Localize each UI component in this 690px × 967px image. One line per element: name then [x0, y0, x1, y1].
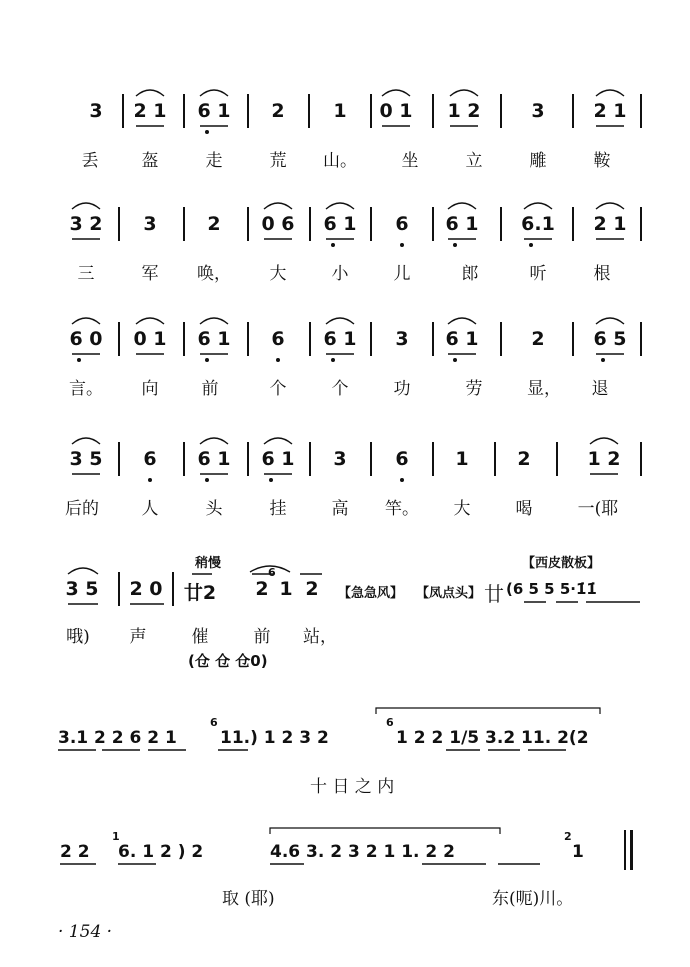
lyric: 头 — [205, 499, 223, 519]
barline — [247, 94, 249, 128]
note: 0 6 — [261, 213, 295, 235]
notes-line-6c: 1 2 2 1/5 3.2 11. 2(2 — [396, 728, 589, 748]
percussion-mark: 【凤点头】 — [416, 586, 482, 601]
phrase-bracket — [270, 828, 500, 834]
barline — [183, 322, 185, 356]
notes-line-7c: 4.6 3. 2 3 2 1 1. 2 2 — [270, 842, 456, 862]
lyric: 十 日 之 内 — [310, 777, 395, 797]
barline — [640, 442, 642, 476]
note: 2 — [305, 578, 319, 600]
note: 1 — [279, 578, 293, 600]
section-mark: 【西皮散板】 — [522, 556, 601, 571]
lyric: 三 — [77, 264, 95, 284]
note: 2 — [255, 578, 269, 600]
slur-mark — [200, 318, 228, 324]
percussion-mark: 【急急风】 — [338, 586, 404, 601]
note: 2 — [271, 100, 285, 122]
lyric: 声 — [129, 627, 147, 647]
barline — [370, 322, 372, 356]
slur-mark — [596, 90, 624, 96]
note: 6 — [143, 448, 157, 470]
slur-mark — [200, 438, 228, 444]
slur-mark — [264, 438, 292, 444]
notes-line-6b: 11.) 1 2 3 2 — [220, 728, 329, 748]
lyric: 立 — [465, 151, 483, 171]
barline — [247, 207, 249, 241]
octave-dot — [453, 358, 457, 362]
barline — [432, 207, 434, 241]
barline — [370, 207, 372, 241]
lyric: 一(耶 — [577, 499, 619, 519]
final-barline — [624, 830, 626, 870]
notes-tail: (6 5 5 5·1̇1̇ — [506, 580, 597, 598]
barline — [432, 322, 434, 356]
note: 2 — [517, 448, 531, 470]
note: 3 — [89, 100, 103, 122]
lyric: 雕 — [529, 151, 547, 171]
barline — [183, 94, 185, 128]
barline — [572, 94, 574, 128]
barline — [118, 572, 120, 606]
slur-mark — [596, 203, 624, 209]
lyric: 听 — [529, 264, 547, 284]
barline — [122, 94, 124, 128]
note: 6 1 — [445, 213, 479, 235]
octave-dot — [453, 243, 457, 247]
barline — [500, 207, 502, 241]
notes-line-7d: 1 — [572, 842, 584, 862]
lyric: 挂 — [269, 499, 287, 519]
note: 6 1 — [261, 448, 295, 470]
lyric: 荒 — [269, 151, 287, 171]
octave-dot — [148, 478, 152, 482]
lyric: 根 — [593, 264, 611, 284]
phrase-bracket — [376, 708, 600, 714]
note: 0 1 — [379, 100, 413, 122]
lyric: 唤， — [197, 264, 231, 284]
barline — [118, 207, 120, 241]
slur-mark — [200, 90, 228, 96]
barline — [118, 442, 120, 476]
note: 3 — [395, 328, 409, 350]
grace-note: 6 — [210, 716, 218, 729]
note: 3 5 — [69, 448, 103, 470]
note: 6 0 — [69, 328, 103, 350]
note: 6 — [395, 448, 409, 470]
lyric: 功 — [393, 379, 411, 399]
notes-line-6a: 3.1 2 2 6 2 1 — [58, 728, 177, 748]
lyric: 大 — [269, 264, 287, 284]
barline — [494, 442, 496, 476]
slur-mark — [326, 318, 354, 324]
note: 2 1 — [593, 100, 627, 122]
slur-mark — [524, 203, 552, 209]
barline — [500, 322, 502, 356]
note: 6 5 — [593, 328, 627, 350]
octave-dot — [205, 478, 209, 482]
final-barline — [630, 830, 633, 870]
lyric: 大 — [453, 499, 471, 519]
barline — [183, 207, 185, 241]
slur-mark — [590, 438, 618, 444]
lyric: 站， — [303, 627, 337, 647]
lyric: 前 — [201, 379, 219, 399]
lyric: 个 — [331, 379, 349, 399]
note: 6 1 — [445, 328, 479, 350]
free-meter-mark: 廿 — [484, 582, 504, 606]
octave-dot — [205, 130, 209, 134]
slur-mark — [136, 90, 164, 96]
octave-dot — [331, 243, 335, 247]
note: 3 — [333, 448, 347, 470]
note: 1 — [455, 448, 469, 470]
barline — [432, 442, 434, 476]
lyric: 催 — [191, 627, 209, 647]
note: 6 1 — [323, 328, 357, 350]
slur-mark — [448, 203, 476, 209]
lyric: 显， — [527, 379, 561, 399]
note: 廿2 — [183, 582, 217, 604]
lyric: 走 — [205, 151, 223, 171]
lyric: 哦) — [66, 627, 90, 647]
barline — [172, 572, 174, 606]
lyric: 高 — [331, 499, 349, 519]
note: 1 2 — [587, 448, 621, 470]
slur-mark — [264, 203, 292, 209]
octave-dot — [400, 243, 404, 247]
note: 1 2 — [447, 100, 481, 122]
slur-mark — [450, 90, 478, 96]
lyric: 郎 — [461, 264, 479, 284]
barline — [572, 322, 574, 356]
barline — [640, 322, 642, 356]
grace-note: 6 — [386, 716, 394, 729]
octave-dot — [269, 478, 273, 482]
lyric: 竿。 — [385, 499, 419, 519]
slur-mark — [68, 568, 98, 574]
note: 2 0 — [129, 578, 163, 600]
lyric: 军 — [141, 264, 159, 284]
barline — [247, 322, 249, 356]
note: 6 1 — [323, 213, 357, 235]
tempo-mark: 稍慢 — [195, 556, 222, 571]
note: 1 — [333, 100, 347, 122]
note: 2 1 — [133, 100, 167, 122]
note: 6.1 — [521, 213, 555, 235]
barline — [309, 207, 311, 241]
note: 6 1 — [197, 328, 231, 350]
note: 0 1 — [133, 328, 167, 350]
octave-dot — [529, 243, 533, 247]
note: 2 — [531, 328, 545, 350]
slur-mark — [72, 318, 100, 324]
lyric: 劳 — [465, 379, 483, 399]
grace-note: 1 — [112, 830, 120, 843]
note: 3 — [531, 100, 545, 122]
octave-dot — [77, 358, 81, 362]
note: 3 — [143, 213, 157, 235]
lyric: 丢 — [81, 151, 99, 171]
barline — [309, 322, 311, 356]
lyric: 坐 — [401, 151, 419, 171]
lyric: 儿 — [393, 264, 411, 284]
note: 6 1 — [197, 100, 231, 122]
note: 2 — [207, 213, 221, 235]
barline — [370, 442, 372, 476]
slur-mark — [596, 318, 624, 324]
barline — [556, 442, 558, 476]
note: 6 1 — [197, 448, 231, 470]
grace-note: 6 — [268, 566, 276, 579]
lyric: 小 — [331, 264, 349, 284]
grace-note: 2 — [564, 830, 572, 843]
lyric: 盔 — [141, 151, 159, 171]
octave-dot — [276, 358, 280, 362]
slur-mark — [448, 318, 476, 324]
barline — [640, 94, 642, 128]
slur-mark — [326, 203, 354, 209]
slur-mark — [72, 203, 100, 209]
notes-line-7b: 6. 1 2 ) 2 — [118, 842, 204, 862]
lyric: 人 — [141, 499, 159, 519]
notes-line-7a: 2 2 — [60, 842, 90, 862]
lyric: 前 — [253, 627, 271, 647]
barline — [432, 94, 434, 128]
barline — [308, 94, 310, 128]
octave-dot — [601, 358, 605, 362]
lyric: 个 — [269, 379, 287, 399]
barline — [183, 442, 185, 476]
note: 2 1 — [593, 213, 627, 235]
barline — [500, 94, 502, 128]
note: 6 — [271, 328, 285, 350]
barline — [640, 207, 642, 241]
note: 3 2 — [69, 213, 103, 235]
barline — [572, 207, 574, 241]
note: 3 5 — [65, 578, 99, 600]
lyric: 向 — [141, 379, 159, 399]
barline — [247, 442, 249, 476]
lyric: 后的 — [65, 499, 99, 519]
octave-dot — [205, 358, 209, 362]
lyric: 东(呃)川。 — [492, 889, 574, 909]
lyric: 退 — [591, 379, 609, 399]
lyric: 鞍 — [593, 151, 611, 171]
octave-dot — [400, 478, 404, 482]
slur-mark — [382, 90, 410, 96]
percussion-line: (仓 仓 仓0) — [188, 652, 268, 670]
slur-mark — [136, 318, 164, 324]
barline — [370, 94, 372, 128]
note: 6 — [395, 213, 409, 235]
lyric: 山。 — [323, 151, 357, 171]
page-number: · 154 · — [58, 922, 113, 942]
lyric: 言。 — [69, 379, 103, 399]
barline — [309, 442, 311, 476]
barline — [118, 322, 120, 356]
lyric: 喝 — [515, 499, 533, 519]
lyric: 取 (耶) — [222, 889, 275, 909]
slur-mark — [72, 438, 100, 444]
octave-dot — [331, 358, 335, 362]
